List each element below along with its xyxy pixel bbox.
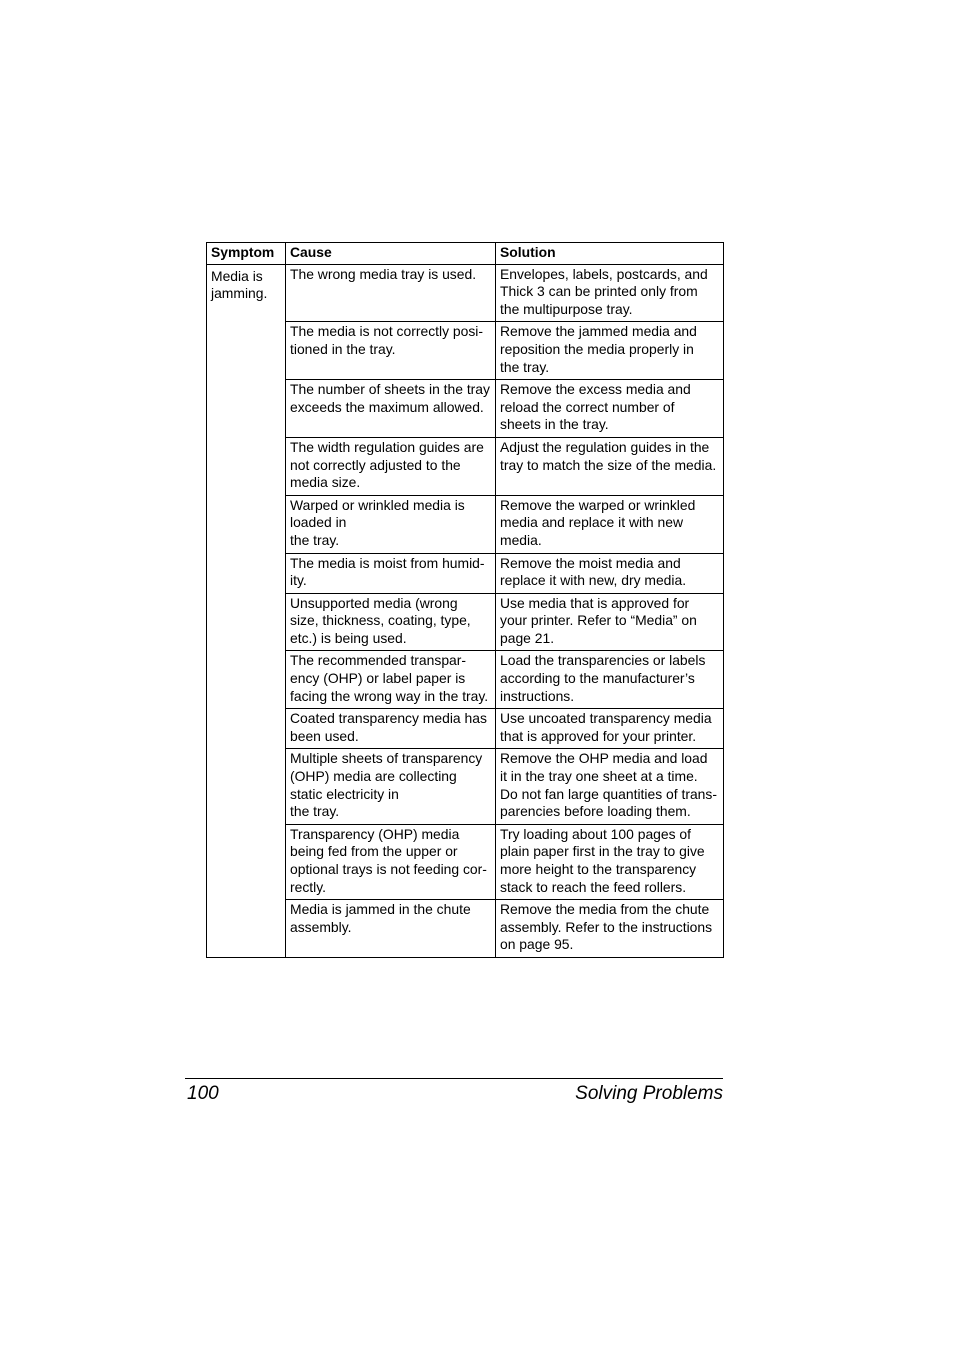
- cause-cell: [286, 824, 496, 899]
- header-solution: Solution: [496, 243, 724, 265]
- footer-divider: [185, 1078, 723, 1079]
- cause-cell: [286, 437, 496, 495]
- cause-cell: [286, 709, 496, 749]
- cause-text: Media is jammed in the chute assembly.: [290, 901, 471, 935]
- table-row: [207, 264, 724, 322]
- solution-text: Try loading about 100 pages of plain paper first in the tray to give more height to the transparency stack to reach the feed rollers.: [500, 825, 705, 895]
- cause-text: The width regulation guides are not correctly adjusted to the media size.: [290, 438, 484, 491]
- solution-cell: [496, 824, 724, 899]
- solution-cell: [496, 495, 724, 553]
- solution-cell: [496, 380, 724, 438]
- solution-cell: [496, 553, 724, 593]
- solution-cell: [496, 322, 724, 380]
- symptom-cell: [207, 264, 286, 957]
- symptom-text: Media is jamming.: [211, 267, 268, 302]
- cause-text: The recommended transpar- ency (OHP) or label paper is facing the wrong way in the tray.: [290, 652, 489, 704]
- cause-text: The wrong media tray is used.: [290, 265, 477, 282]
- cause-cell: [286, 900, 496, 958]
- solution-cell: [496, 651, 724, 709]
- solution-text: Remove the moist media and replace it with new, dry media.: [500, 554, 687, 589]
- cause-text: Coated transparency media has been used.: [290, 710, 487, 744]
- solution-cell: [496, 437, 724, 495]
- troubleshooting-table: [206, 242, 724, 958]
- cause-text: Unsupported media (wrong size, thickness, coating, type, etc.) is being used.: [290, 594, 471, 646]
- cause-text: The media is not correctly posi- tioned in the tray.: [290, 323, 483, 357]
- solution-text: Remove the OHP media and load it in the tray one sheet at a time. Do not fan large quantities of trans- parencies before loading them.: [500, 750, 717, 820]
- solution-text: Remove the media from the chute assembly. Refer to the instructions on page 95.: [500, 901, 713, 953]
- solution-text: Use uncoated transparency media that is approved for your printer.: [500, 710, 712, 744]
- cause-cell: [286, 495, 496, 553]
- cause-text: The number of sheets in the tray exceeds the maximum allowed.: [290, 381, 490, 415]
- cause-cell: [286, 749, 496, 824]
- cause-cell: [286, 380, 496, 438]
- solution-cell: [496, 900, 724, 958]
- solution-cell: [496, 593, 724, 651]
- cause-cell: [286, 593, 496, 651]
- solution-text: Use media that is approved for your printer. Refer to “Media” on page 21.: [500, 594, 697, 646]
- solution-text: Remove the excess media and reload the correct number of sheets in the tray.: [500, 381, 691, 433]
- cause-text: Multiple sheets of transparency (OHP) media are collecting static electricity in the tray.: [290, 750, 483, 820]
- page-number: 100: [187, 1083, 219, 1104]
- header-cause: Cause: [286, 243, 496, 265]
- table-body: [207, 264, 724, 957]
- solution-cell: [496, 749, 724, 824]
- cause-text: The media is moist from humid- ity.: [290, 554, 485, 589]
- chapter-title: Solving Problems: [575, 1083, 723, 1104]
- cause-cell: [286, 322, 496, 380]
- cause-cell: [286, 553, 496, 593]
- solution-text: Load the transparencies or labels according to the manufacturer’s instructions.: [500, 652, 706, 704]
- cause-text: Warped or wrinkled media is loaded in the tray.: [290, 496, 465, 548]
- header-row: [207, 243, 724, 265]
- cause-cell: [286, 651, 496, 709]
- solution-text: Remove the jammed media and reposition the media properly in the tray.: [500, 323, 697, 375]
- solution-text: Remove the warped or wrinkled media and replace it with new media.: [500, 496, 696, 548]
- solution-text: Envelopes, labels, postcards, and Thick 3 can be printed only from the multipurpose tray.: [500, 265, 708, 317]
- solution-text: Adjust the regulation guides in the tray to match the size of the media.: [500, 438, 717, 473]
- solution-cell: [496, 264, 724, 322]
- table-header: [207, 243, 724, 265]
- cause-cell: [286, 264, 496, 322]
- solution-cell: [496, 709, 724, 749]
- header-symptom: Symptom: [207, 243, 286, 265]
- cause-text: Transparency (OHP) media being fed from the upper or optional trays is not feeding cor- rectly.: [290, 825, 487, 895]
